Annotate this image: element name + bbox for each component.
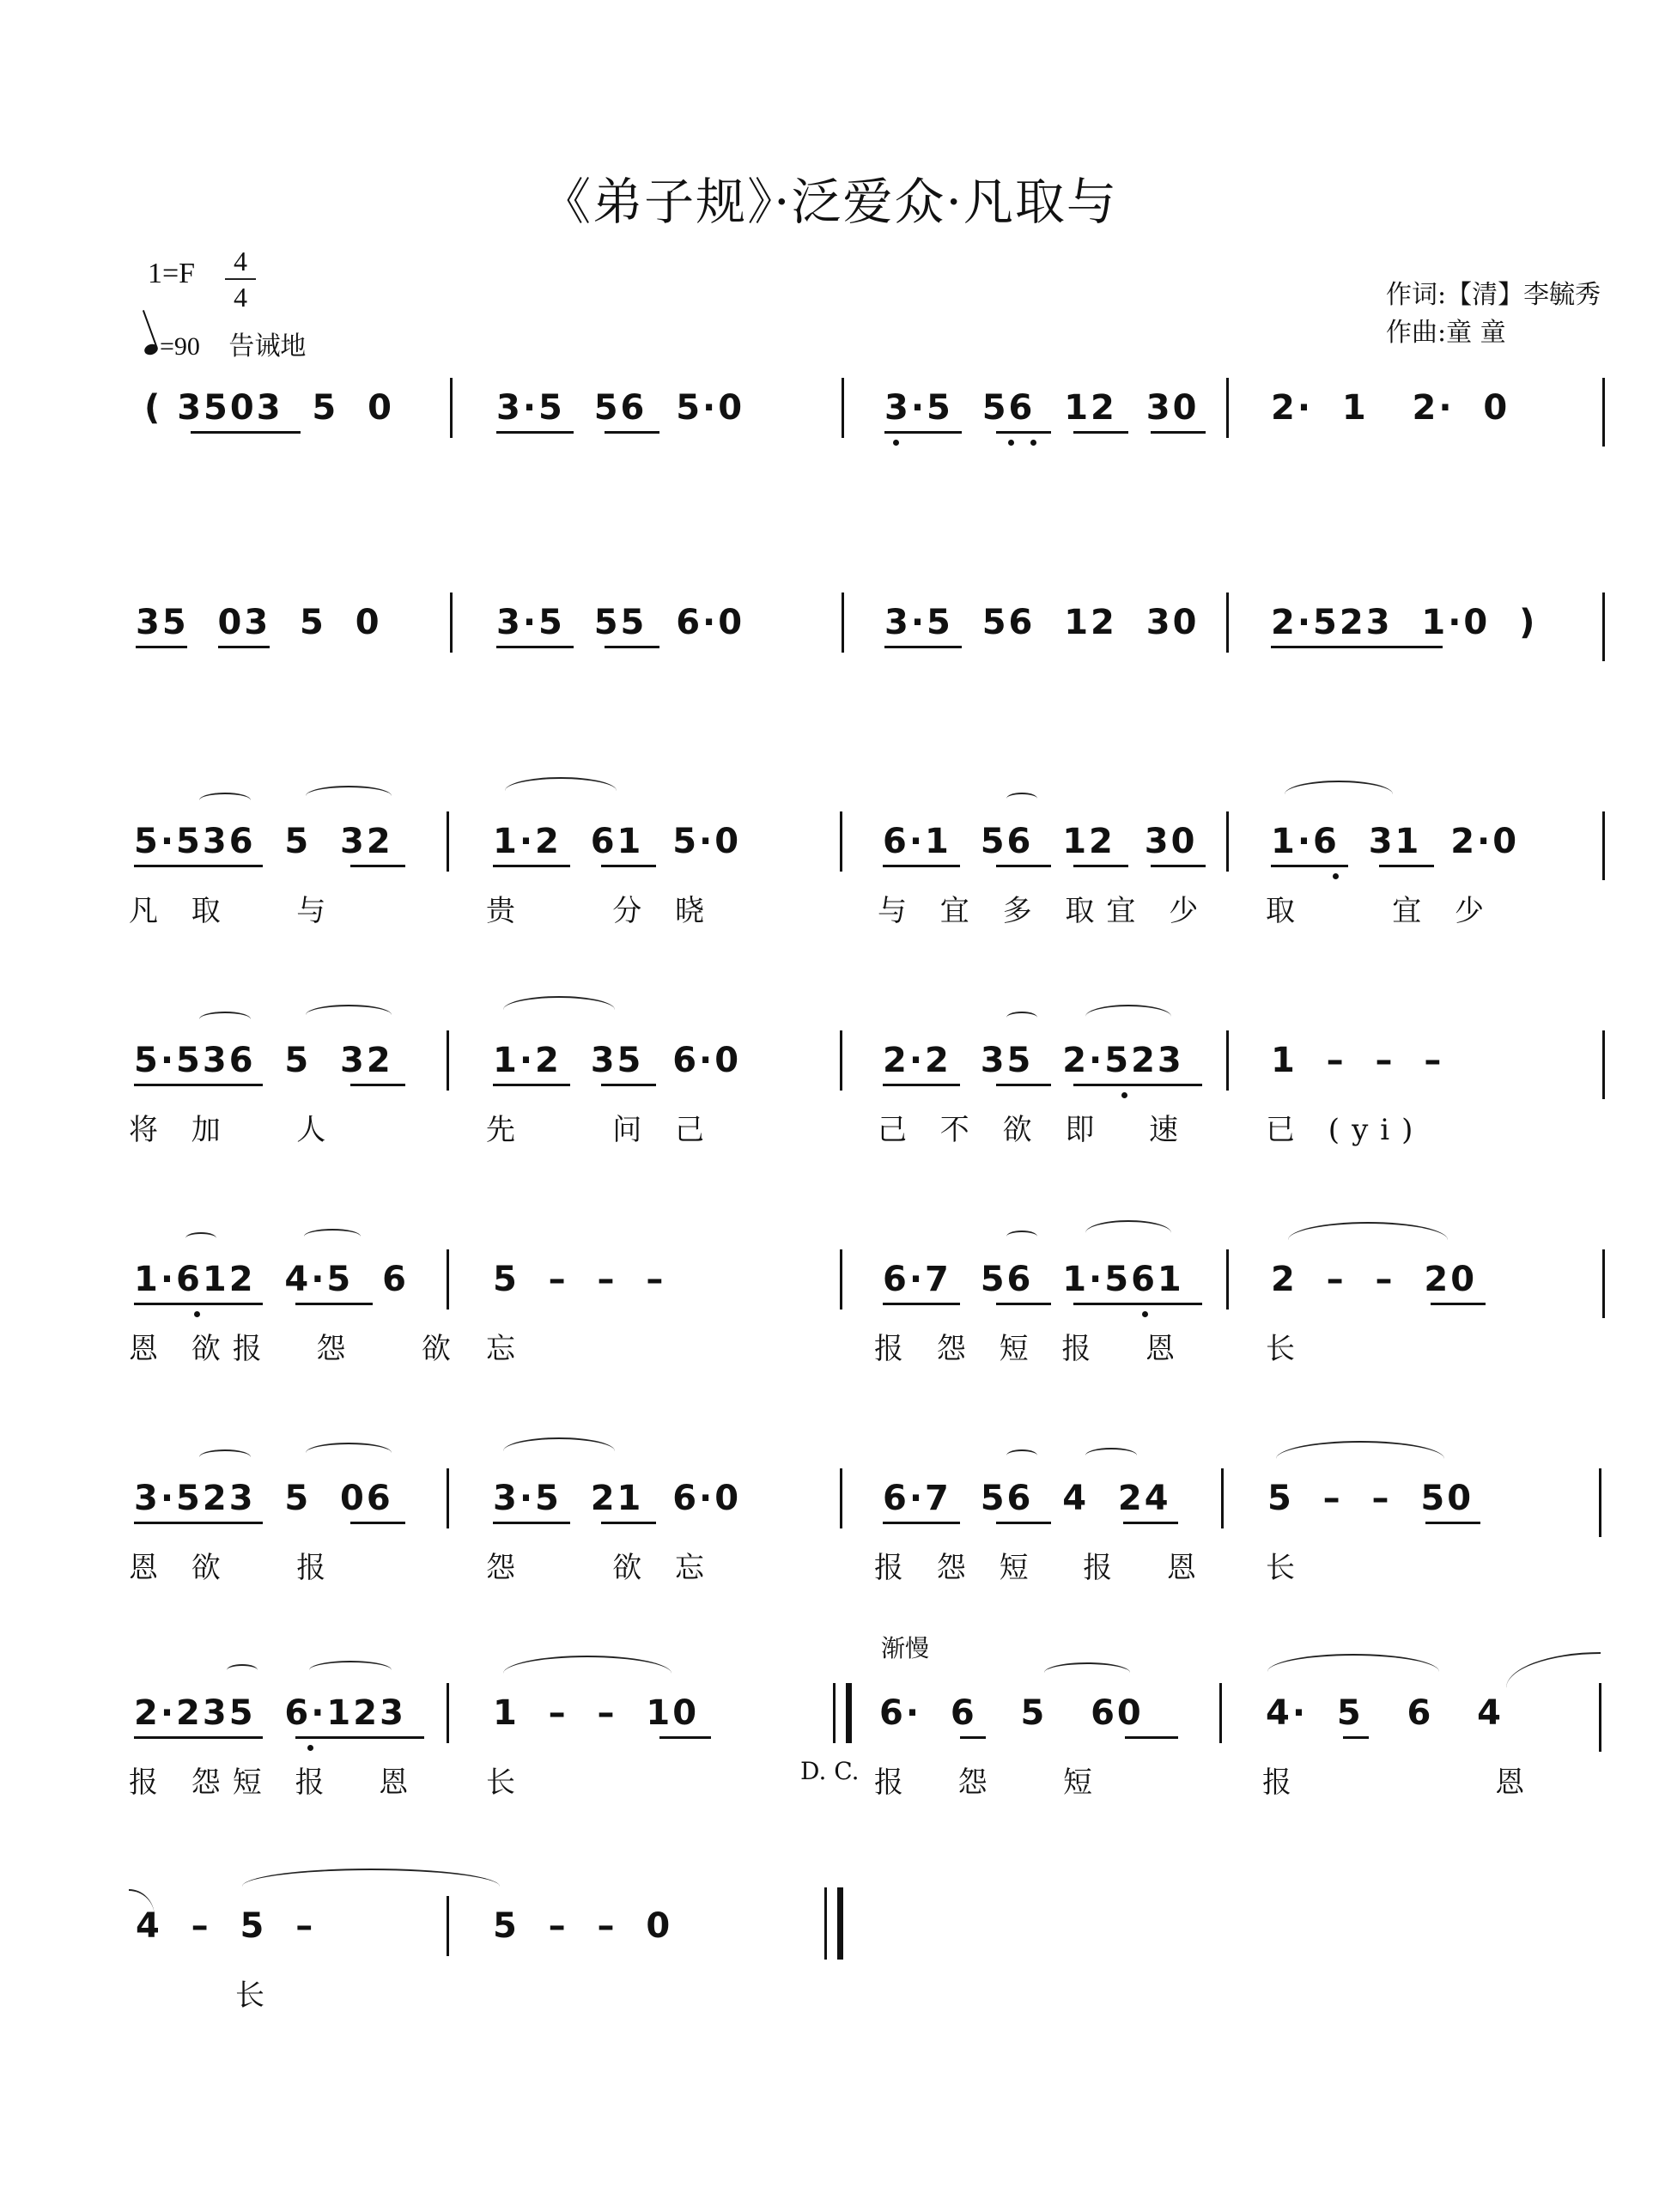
measure: 3·5 56 12 30 bbox=[884, 603, 1200, 642]
underline bbox=[883, 1303, 960, 1305]
measure: 3·523 5 06 bbox=[134, 1479, 393, 1518]
lyric-line: 长 bbox=[486, 1765, 527, 1800]
slur bbox=[1506, 1652, 1601, 1688]
measure: 3·5 56 5·0 bbox=[496, 388, 745, 428]
tempo-value: =90 bbox=[160, 332, 200, 361]
barline bbox=[447, 1683, 449, 1743]
underline bbox=[493, 865, 570, 867]
measure: 1 – – – bbox=[1271, 1041, 1444, 1080]
measure: 1·612 4·5 6 bbox=[134, 1260, 409, 1299]
barline bbox=[840, 1030, 842, 1091]
measure: 3·5 56 12 30 bbox=[884, 388, 1200, 428]
time-signature-top: 4 bbox=[234, 246, 247, 276]
score-system-1 bbox=[0, 386, 1659, 550]
score-system-3 bbox=[0, 820, 1659, 983]
measure: 5·536 5 32 bbox=[134, 822, 393, 861]
key-signature: 1=F bbox=[148, 258, 196, 289]
underline bbox=[493, 1084, 570, 1086]
barline bbox=[1221, 1468, 1224, 1528]
score-system-2 bbox=[0, 601, 1659, 764]
barline bbox=[1602, 811, 1605, 880]
octave-dot bbox=[307, 1745, 313, 1751]
barline bbox=[1226, 1030, 1229, 1091]
lyric-line: 恩 欲 报 bbox=[129, 1551, 338, 1585]
quarter-note-icon bbox=[143, 343, 159, 357]
lyric-line: 先 问 己 bbox=[486, 1113, 717, 1147]
score-system-5 bbox=[0, 1258, 1659, 1421]
slur bbox=[1085, 1005, 1171, 1029]
score-system-6 bbox=[0, 1477, 1659, 1640]
underline bbox=[1073, 1084, 1202, 1086]
barline bbox=[1226, 378, 1229, 438]
tempo-expression: 告诫地 bbox=[228, 332, 307, 361]
lyric-line: 忘 bbox=[486, 1332, 527, 1366]
lyric-line: 与 宜 多 取宜 少 bbox=[878, 894, 1211, 928]
slur bbox=[306, 786, 392, 806]
underline bbox=[1123, 1522, 1178, 1524]
slur bbox=[503, 1656, 672, 1692]
score-title: 《弟子规》·泛爱众·凡取与 bbox=[541, 173, 1118, 231]
slur bbox=[199, 1449, 251, 1465]
lyric-line: 凡 取 与 bbox=[129, 894, 338, 928]
measure: 1·2 61 5·0 bbox=[493, 822, 742, 861]
slur bbox=[185, 1232, 216, 1244]
lyric-line: 已 (yi) bbox=[1266, 1113, 1425, 1147]
measure: 6· 6 5 60 bbox=[879, 1693, 1144, 1733]
slur bbox=[1267, 1654, 1439, 1690]
underline bbox=[295, 1736, 424, 1739]
measure: 2·2 35 2·523 bbox=[883, 1041, 1184, 1080]
slur bbox=[1006, 1231, 1037, 1243]
barline bbox=[1602, 1030, 1605, 1099]
underline bbox=[136, 646, 187, 648]
barline bbox=[1602, 1249, 1605, 1318]
underline bbox=[1343, 1736, 1369, 1739]
slur bbox=[306, 1005, 392, 1025]
composer-credit: 作曲:童 童 bbox=[1386, 318, 1506, 348]
measure: 5 – – 0 bbox=[493, 1906, 673, 1946]
barline bbox=[447, 1896, 449, 1956]
measure: 2· 1 2· 0 bbox=[1271, 388, 1510, 428]
underline bbox=[1271, 646, 1443, 648]
slur bbox=[304, 1229, 361, 1244]
underline bbox=[295, 1303, 373, 1305]
credits bbox=[1386, 276, 1601, 352]
underline bbox=[883, 1522, 960, 1524]
lyric-line: 怨 欲 忘 bbox=[486, 1551, 717, 1585]
measure: 5·536 5 32 bbox=[134, 1041, 393, 1080]
lyric-line: 长 bbox=[1266, 1551, 1307, 1585]
measure: 1·6 31 2·0 bbox=[1271, 822, 1520, 861]
lyricist-credit: 作词:【清】李毓秀 bbox=[1386, 280, 1601, 310]
slur bbox=[503, 1437, 615, 1465]
lyric-line: 贵 分 晓 bbox=[486, 894, 717, 928]
lyric-line: 报 恩 bbox=[1262, 1765, 1537, 1800]
lyric-line: 己 不 欲 即 速 bbox=[878, 1113, 1191, 1147]
slur bbox=[1085, 1220, 1171, 1246]
measure: 2·235 6·123 bbox=[134, 1693, 406, 1733]
underline bbox=[496, 646, 574, 648]
barline bbox=[840, 1468, 842, 1528]
measure: 5 – – – bbox=[493, 1260, 666, 1299]
octave-dot bbox=[1121, 1092, 1127, 1098]
final-barline bbox=[824, 1887, 843, 1960]
measure: 1 – – 10 bbox=[493, 1693, 700, 1733]
underline bbox=[605, 431, 659, 434]
underline bbox=[884, 646, 962, 648]
slur bbox=[306, 1443, 392, 1463]
barline bbox=[842, 378, 844, 438]
underline bbox=[134, 865, 263, 867]
underline bbox=[601, 865, 656, 867]
underline bbox=[1425, 1522, 1480, 1524]
underline bbox=[134, 1736, 263, 1739]
underline bbox=[1073, 865, 1128, 867]
barline bbox=[1219, 1683, 1222, 1743]
slur bbox=[309, 1661, 392, 1680]
underline bbox=[1431, 1303, 1486, 1305]
underline bbox=[996, 431, 1051, 434]
underline bbox=[1379, 865, 1434, 867]
octave-dot bbox=[1142, 1311, 1148, 1317]
slur bbox=[199, 1012, 251, 1027]
measure: 6·7 56 4 24 bbox=[883, 1479, 1171, 1518]
lyric-line: 报 怨 短 报 恩 bbox=[874, 1332, 1188, 1366]
underline bbox=[996, 1084, 1051, 1086]
underline bbox=[996, 1303, 1051, 1305]
slur bbox=[242, 1869, 500, 1905]
barline bbox=[1226, 811, 1229, 872]
barline bbox=[450, 378, 453, 438]
measure: 3·5 21 6·0 bbox=[493, 1479, 742, 1518]
underline bbox=[191, 431, 301, 434]
barline bbox=[1599, 1683, 1601, 1752]
underline bbox=[134, 1522, 263, 1524]
underline bbox=[350, 865, 405, 867]
octave-dot bbox=[1008, 440, 1014, 446]
measure: 6·1 56 12 30 bbox=[883, 822, 1198, 861]
dal-capo-marking: D. C. bbox=[800, 1757, 860, 1785]
underline bbox=[659, 1736, 711, 1739]
slur bbox=[227, 1664, 258, 1676]
slur bbox=[199, 793, 251, 808]
barline bbox=[1226, 592, 1229, 653]
octave-dot bbox=[893, 440, 899, 446]
slur bbox=[1085, 1448, 1137, 1463]
slur bbox=[503, 996, 615, 1024]
underline bbox=[883, 1084, 960, 1086]
underline bbox=[134, 1084, 263, 1086]
underline bbox=[1125, 1736, 1178, 1739]
measure: 2 – – 20 bbox=[1271, 1260, 1478, 1299]
time-signature-bottom: 4 bbox=[234, 282, 247, 313]
underline bbox=[1073, 1303, 1202, 1305]
slur bbox=[1044, 1662, 1130, 1683]
barline bbox=[450, 592, 453, 653]
underline bbox=[1073, 431, 1128, 434]
underline bbox=[496, 431, 574, 434]
underline bbox=[996, 865, 1051, 867]
octave-dot bbox=[194, 1311, 200, 1317]
barline bbox=[1602, 378, 1605, 447]
underline bbox=[1151, 865, 1206, 867]
measure: 4· 5 6 4 bbox=[1266, 1693, 1504, 1733]
lyric-line: 将 加 人 bbox=[129, 1113, 338, 1147]
octave-dot bbox=[1333, 873, 1339, 879]
barline bbox=[842, 592, 844, 653]
barline bbox=[840, 811, 842, 872]
measure: 6·7 56 1·561 bbox=[883, 1260, 1184, 1299]
measure: 1·2 35 6·0 bbox=[493, 1041, 742, 1080]
measure: ( 3503 5 0 bbox=[144, 388, 394, 428]
slur bbox=[1276, 1441, 1444, 1477]
time-signature bbox=[225, 246, 256, 313]
barline bbox=[447, 811, 449, 872]
lyric-line: 恩 欲报 怨 欲 bbox=[129, 1332, 463, 1366]
underline bbox=[134, 1303, 263, 1305]
measure: 4 – 5 – bbox=[136, 1906, 316, 1946]
tempo-marking bbox=[144, 325, 306, 362]
ritardando-marking: 渐慢 bbox=[881, 1634, 930, 1662]
barline bbox=[1599, 1468, 1601, 1537]
measure: 3·5 55 6·0 bbox=[496, 603, 745, 642]
slur bbox=[1006, 793, 1037, 805]
lyric-line: 报 怨 短 报 恩 bbox=[874, 1551, 1208, 1585]
underline bbox=[996, 1522, 1051, 1524]
octave-dot bbox=[1030, 440, 1036, 446]
double-barline bbox=[833, 1683, 852, 1743]
barline bbox=[1226, 1249, 1229, 1310]
lyric-line: 报 怨短 报 恩 bbox=[129, 1765, 421, 1800]
lyric-line: 报 怨 短 bbox=[874, 1765, 1105, 1800]
underline bbox=[1271, 865, 1348, 867]
score-system-7 bbox=[0, 1634, 1659, 1855]
underline bbox=[601, 1084, 656, 1086]
measure: 35 03 5 0 bbox=[136, 603, 382, 642]
slur bbox=[1006, 1012, 1037, 1024]
underline bbox=[218, 646, 270, 648]
slur bbox=[505, 777, 617, 805]
barline bbox=[840, 1249, 842, 1310]
lyric-line: 取 宜 少 bbox=[1266, 894, 1497, 928]
underline bbox=[601, 1522, 656, 1524]
barline bbox=[447, 1468, 449, 1528]
measure: 5 – – 50 bbox=[1267, 1479, 1474, 1518]
underline bbox=[350, 1084, 405, 1086]
score-system-8 bbox=[0, 1905, 1659, 2068]
barline bbox=[1602, 592, 1605, 661]
underline bbox=[883, 865, 960, 867]
underline bbox=[350, 1522, 405, 1524]
measure: 2·523 1·0 ) bbox=[1271, 603, 1538, 642]
slur bbox=[1006, 1449, 1037, 1462]
barline bbox=[447, 1030, 449, 1091]
lyric-line: 长 bbox=[129, 1978, 277, 2013]
underline bbox=[884, 431, 962, 434]
barline bbox=[447, 1249, 449, 1310]
underline bbox=[1151, 431, 1206, 434]
underline bbox=[960, 1736, 986, 1739]
underline bbox=[605, 646, 659, 648]
slur bbox=[1288, 1222, 1448, 1258]
score-system-4 bbox=[0, 1039, 1659, 1202]
underline bbox=[493, 1522, 570, 1524]
slur bbox=[1285, 781, 1393, 808]
lyric-line: 长 bbox=[1266, 1332, 1307, 1366]
